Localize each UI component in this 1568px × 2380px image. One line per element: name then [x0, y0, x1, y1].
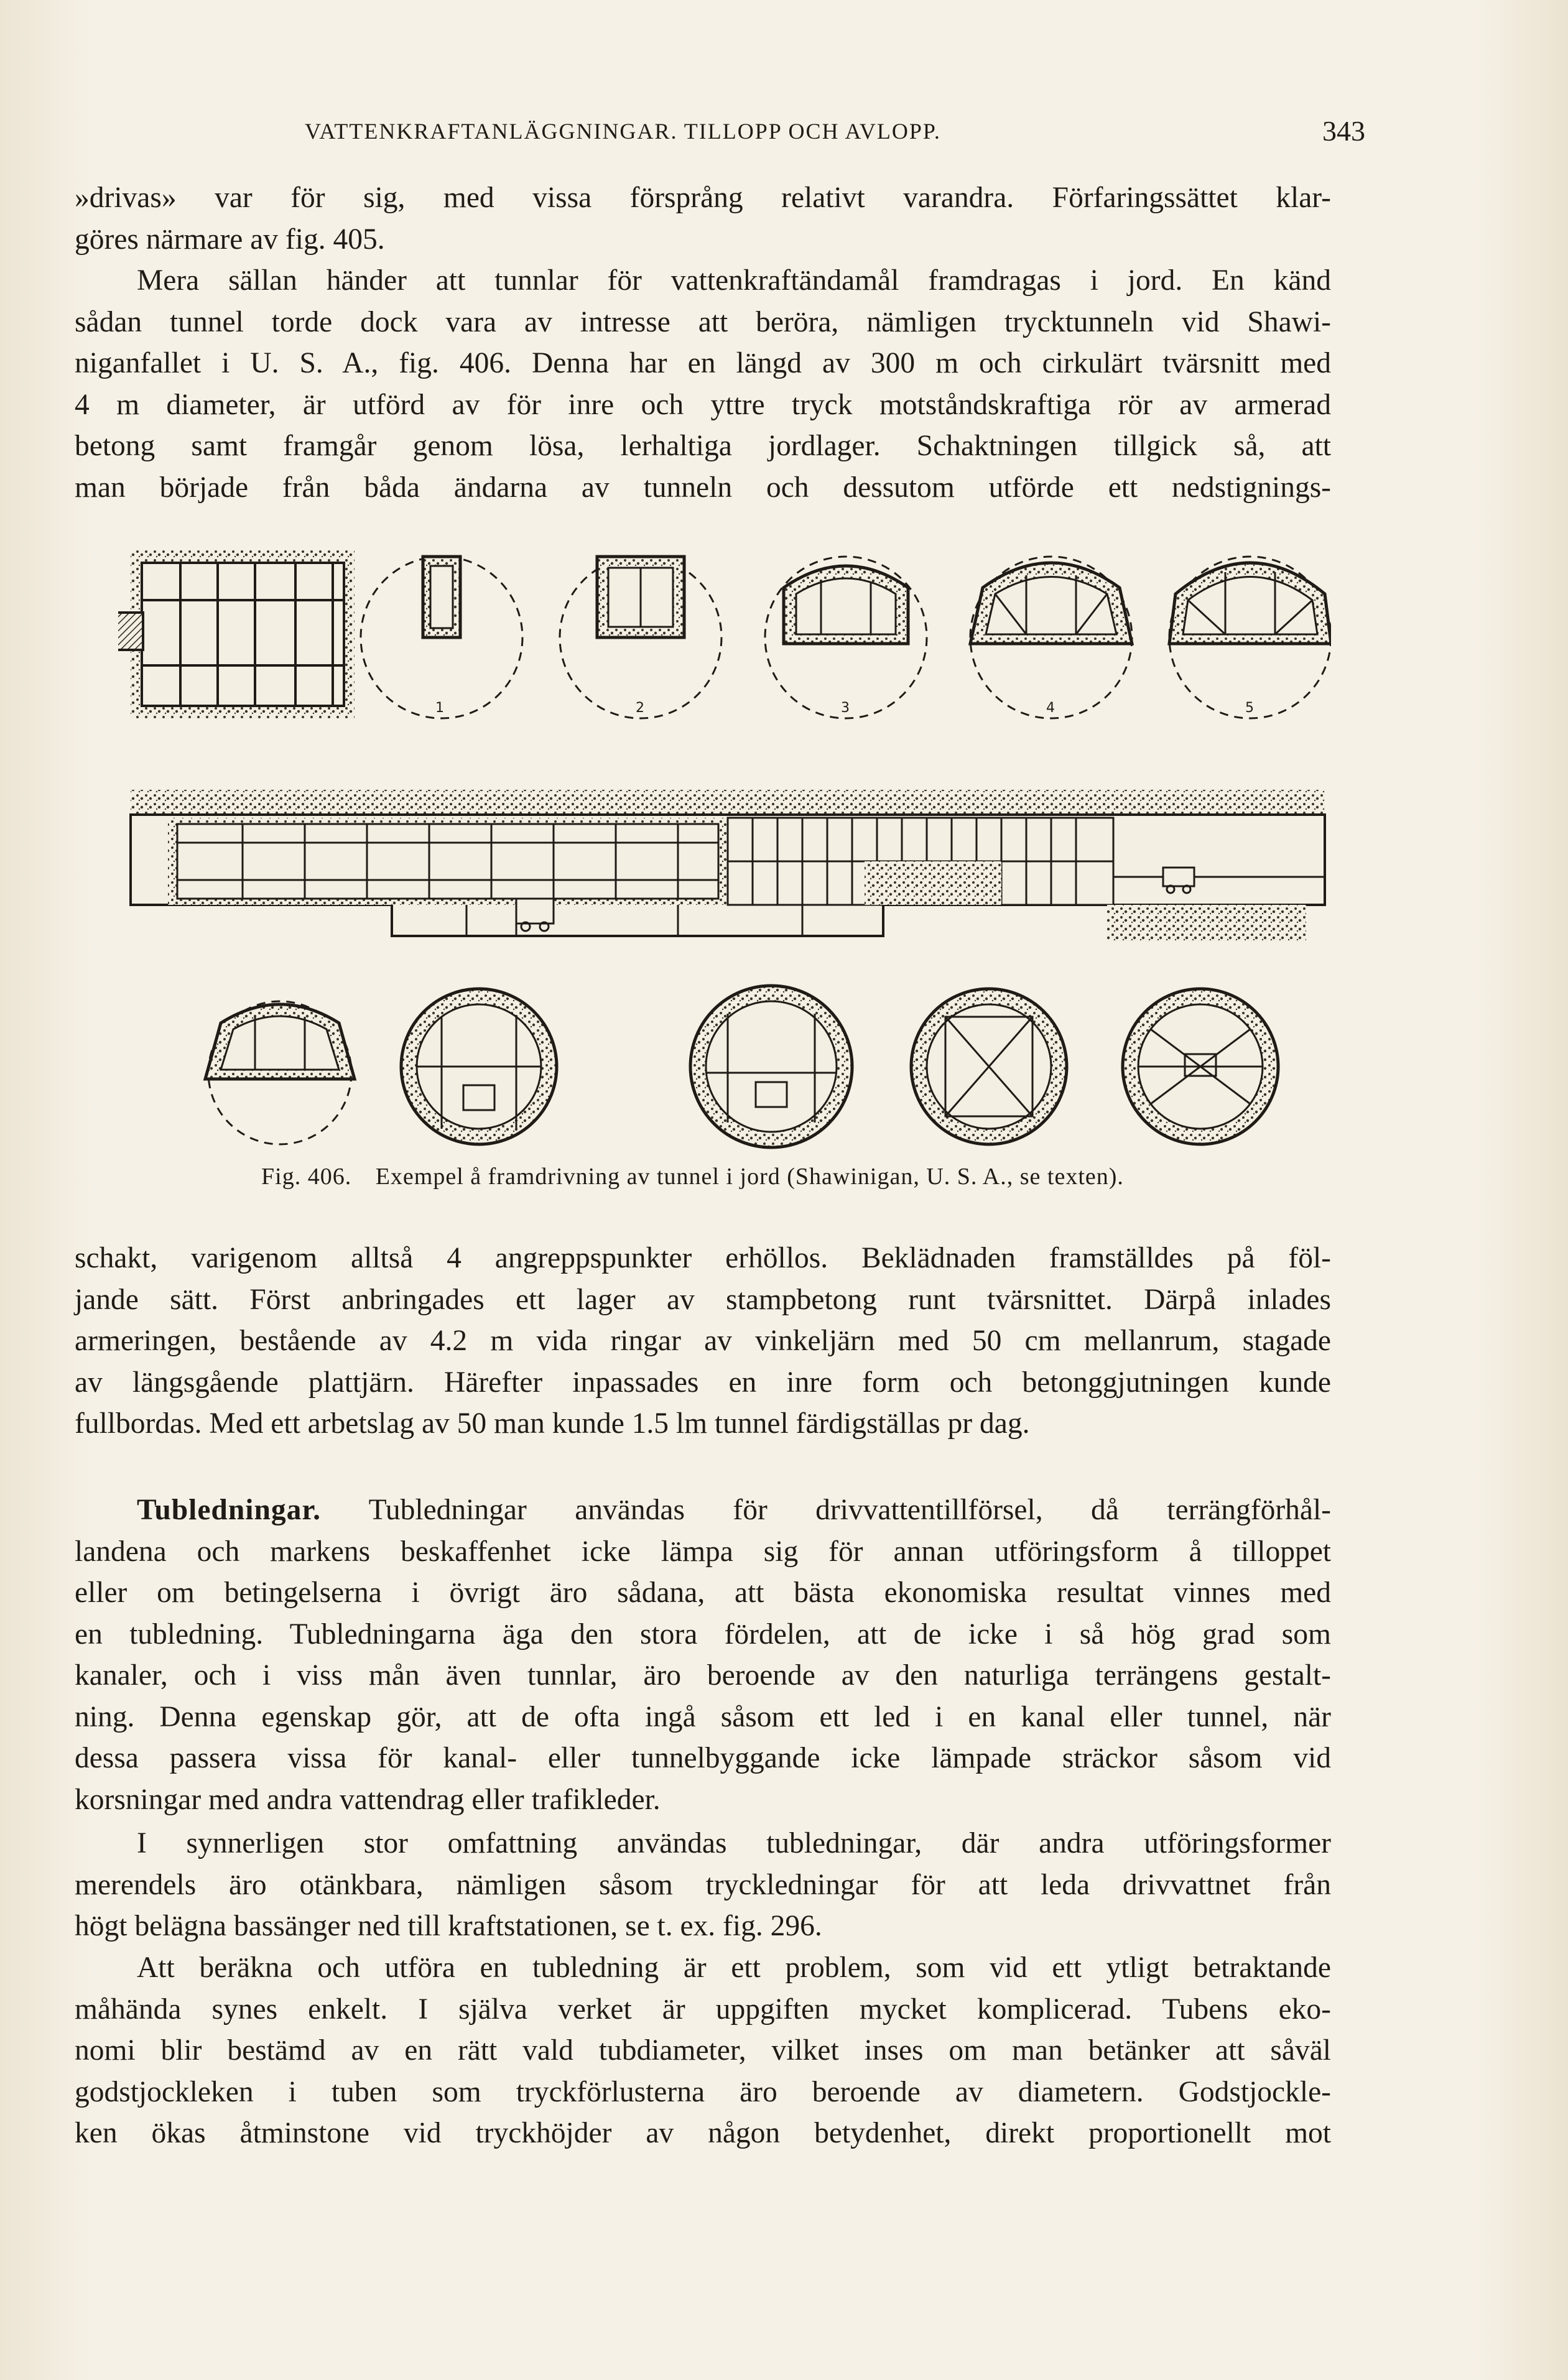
section-number: 2: [636, 700, 644, 716]
text-line: eller om betingelserna i övrigt äro sådana, att bästa ekonomiska resultat vinnes med: [75, 1577, 1331, 1609]
text-line: Mera sällan händer att tunnlar för vattenkraftändamål framdragas i jord. En känd: [137, 264, 1331, 297]
text-line: man började från båda ändarna av tunneln och dessutom utförde ett nedstignings-: [75, 471, 1331, 504]
text-line: jande sätt. Först anbringades ett lager av stampbetong runt tvärsnittet. Därpå inlades: [75, 1283, 1331, 1316]
text-line: [75, 1489, 1331, 1531]
section-number: 3: [841, 700, 850, 716]
paragraph-lead: Tubledningar.: [137, 1494, 321, 1526]
running-header: [305, 115, 1365, 162]
text-line: nomi blir bestämd av en rätt vald tubdiameter, vilket inses om man betänker att såväl: [75, 2034, 1331, 2067]
section-number: 1: [435, 700, 444, 716]
figure-caption: [261, 1163, 1319, 1190]
text-line: sådan tunnel torde dock vara av intresse att beröra, nämligen trycktunneln vid Shawi-: [75, 305, 1331, 338]
lower-section-3: [690, 986, 852, 1147]
lower-section-1: [205, 1001, 355, 1144]
text-line: ning. Denna egenskap gör, att de ofta ingå såsom ett led i en kanal eller tunnel, när: [75, 1700, 1331, 1733]
text-line: merendels äro otänkbara, nämligen såsom tryckledningar för att leda drivvattnet från: [75, 1868, 1331, 1901]
text-line: Att beräkna och utföra en tubledning är ett problem, som vid ett ytligt betraktande: [137, 1952, 1331, 1984]
text-line: betong samt framgår genom lösa, lerhaltiga jordlager. Schaktningen tillgick så, att: [75, 430, 1331, 462]
text-line: landena och markens beskaffenhet icke lämpa sig för annan utföringsform å tilloppet: [75, 1535, 1331, 1568]
running-title: VATTENKRAFTANLÄGGNINGAR. TILLOPP OCH AVLOPP.: [305, 119, 941, 144]
text-line: korsningar med andra vattendrag eller trafikleder.: [75, 1783, 661, 1816]
paragraph-1: [75, 177, 1331, 260]
plan-view: [118, 550, 355, 718]
text-line: I synnerligen stor omfattning användas tubledningar, där andra utföringsformer: [137, 1827, 1331, 1859]
text-line: armeringen, bestående av 4.2 m vida ringar av vinkeljärn med 50 cm mellanrum, stagade: [75, 1325, 1331, 1357]
paragraph-5: [75, 1823, 1331, 1947]
tunnel-figure: [118, 532, 1331, 1154]
paragraph-first-line: Tubledningar användas för drivvattentillförsel, då terrängförhål-: [368, 1494, 1331, 1526]
paragraph-2: [75, 260, 1331, 508]
text-line: kanaler, och i viss mån även tunnlar, äro beroende av den naturliga terrängens gestalt-: [75, 1659, 1331, 1692]
page-number: 343: [1322, 115, 1365, 147]
section-number: 4: [1046, 700, 1055, 716]
section-2: [560, 557, 721, 718]
section-3: [765, 557, 927, 718]
caption-text: Exempel å framdrivning av tunnel i jord (Shawinigan, U. S. A., se texten).: [375, 1164, 1124, 1190]
text-line: en tubledning. Tubledningarna äga den stora fördelen, att de icke i så hög grad som: [75, 1618, 1331, 1651]
text-line: högt belägna bassänger ned till kraftstationen, se t. ex. fig. 296.: [75, 1910, 822, 1942]
text-line: ken ökas åtminstone vid tryckhöjder av någon betydenhet, direkt proportionellt mot: [75, 2117, 1331, 2149]
text-line: måhända synes enkelt. I själva verket är uppgiften mycket komplicerad. Tubens eko-: [75, 1993, 1331, 2026]
text-line: fullbordas. Med ett arbetslag av 50 man kunde 1.5 lm tunnel färdigställas pr dag.: [75, 1407, 1030, 1440]
paragraph-3: [75, 1238, 1331, 1445]
section-5: [1169, 557, 1331, 718]
text-line: schakt, varigenom alltså 4 angreppspunkter erhöllos. Beklädnaden framställdes på föl-: [75, 1242, 1331, 1274]
paragraph-4: [75, 1489, 1331, 1820]
lower-section-4: [911, 989, 1067, 1144]
text-line: dessa passera vissa för kanal- eller tunnelbyggande icke lämpade sträckor såsom vid: [75, 1742, 1331, 1774]
text-line: niganfallet i U. S. A., fig. 406. Denna har en längd av 300 m och cirkulärt tvärsnitt med: [75, 347, 1331, 379]
text-line: av längsgående plattjärn. Härefter inpassades en inre form och betonggjutningen kunde: [75, 1366, 1331, 1399]
lower-section-2: [401, 989, 557, 1144]
longitudinal-section: [131, 790, 1325, 942]
text-line: godstjockleken i tuben som tryckförlusterna äro beroende av diametern. Godstjockle-: [75, 2075, 1331, 2108]
text-line: 4 m diameter, är utförd av för inre och yttre tryck motståndskraftiga rör av armerad: [75, 388, 1331, 421]
paragraph-6: [75, 1947, 1331, 2154]
text-line: »drivas» var för sig, med vissa försprång relativt varandra. Förfaringssättet klar-: [75, 182, 1331, 214]
lower-section-5: [1123, 989, 1278, 1144]
text-line: göres närmare av fig. 405.: [75, 223, 385, 256]
section-number: 5: [1245, 700, 1254, 716]
figure-label: Fig. 406.: [261, 1164, 352, 1190]
section-1: [361, 557, 522, 718]
section-4: [970, 557, 1132, 718]
